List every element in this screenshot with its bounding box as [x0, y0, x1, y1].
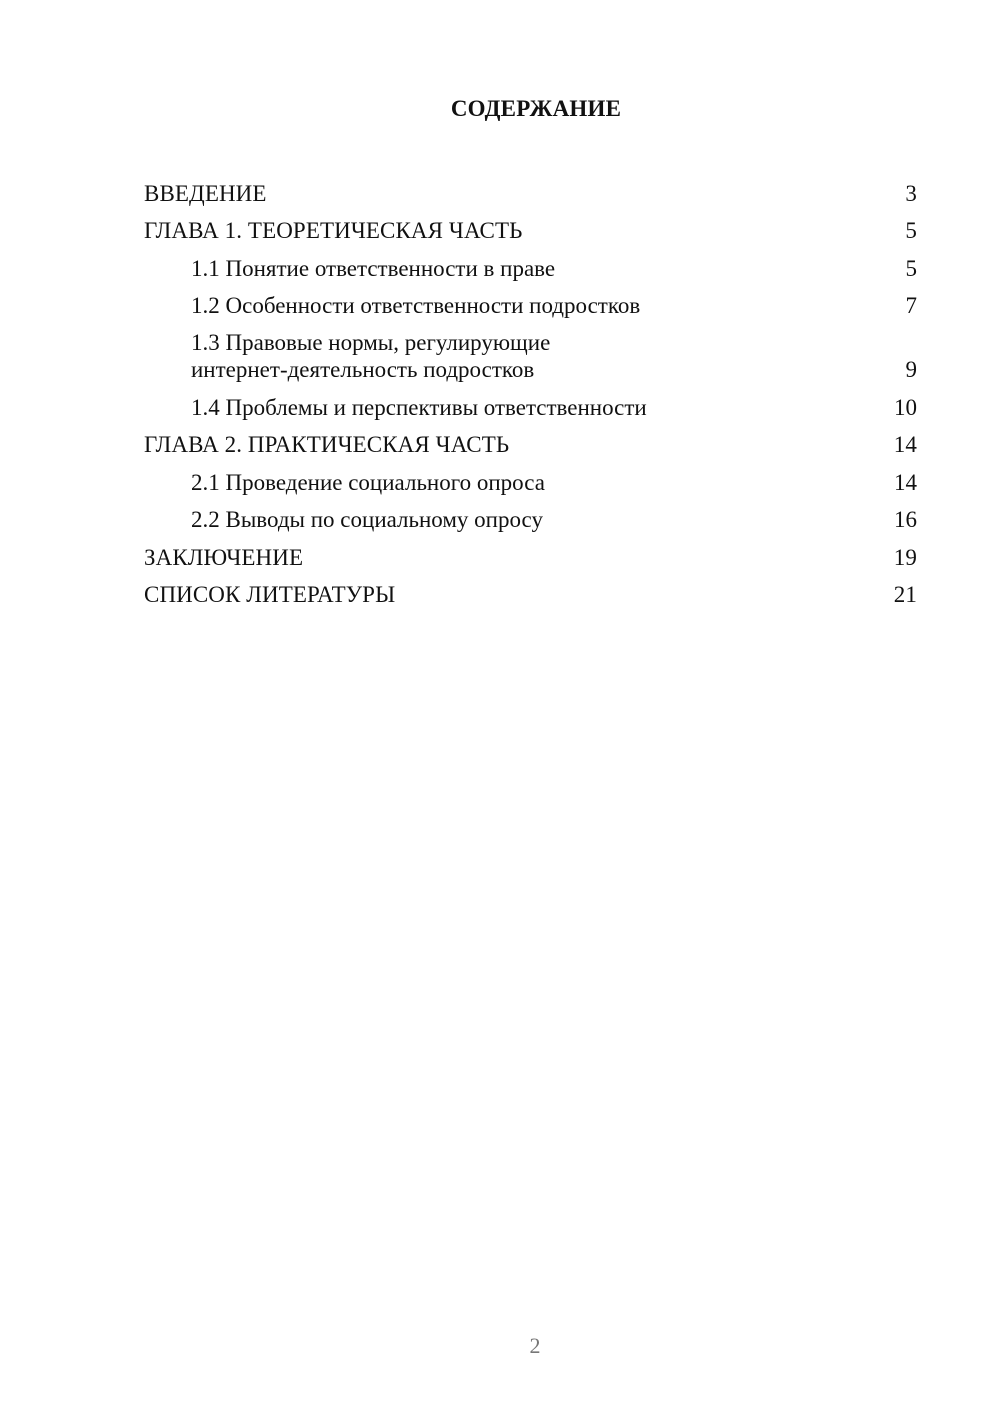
- toc-entry: [144, 207, 920, 245]
- toc-entry-label: ГЛАВА 2. ПРАКТИЧЕСКАЯ ЧАСТЬ: [144, 432, 510, 457]
- toc-entry-label: 2.1 Проведение социального опроса: [191, 469, 545, 495]
- toc-entry-page: 10: [894, 394, 917, 420]
- toc-entry: [144, 421, 920, 459]
- toc-entry-label: 1.1 Понятие ответственности в праве: [191, 255, 556, 281]
- toc-entry: [144, 282, 920, 320]
- table-of-contents: [144, 169, 920, 608]
- page-number: 2: [529, 1333, 541, 1358]
- toc-entry-label: ВВЕДЕНИЕ: [144, 180, 267, 206]
- toc-entry-page: 9: [905, 357, 917, 382]
- toc-entry: [144, 244, 920, 282]
- toc-entry: [144, 169, 920, 207]
- toc-entry-page: 5: [905, 218, 917, 243]
- toc-entry-label: СПИСОК ЛИТЕРАТУРЫ: [144, 582, 396, 607]
- toc-entry: [144, 496, 920, 534]
- toc-entry: [144, 533, 920, 571]
- toc-entry-page: 16: [894, 507, 917, 532]
- toc-entry: [144, 458, 920, 496]
- toc-entry-label: ЗАКЛЮЧЕНИЕ: [144, 544, 304, 570]
- toc-entry-label: 1.2 Особенности ответственности подростков: [191, 293, 641, 318]
- toc-entry-page: 21: [893, 582, 917, 607]
- toc-entry-page: 5: [905, 255, 917, 281]
- toc-entry: [144, 383, 920, 421]
- toc-entry-page: 19: [893, 544, 917, 570]
- toc-entry-page: 14: [894, 469, 917, 495]
- toc-entry: [144, 571, 920, 609]
- toc-entry-label: 1.3 Правовые нормы, регулирующие интернет-деятельность подростков: [191, 330, 551, 382]
- toc-title: СОДЕРЖАНИЕ: [450, 96, 622, 121]
- toc-entry-page: 3: [905, 180, 917, 206]
- toc-entry-page: 7: [905, 293, 917, 318]
- toc-entry-page: 14: [893, 432, 917, 457]
- toc-entry-label: ГЛАВА 1. ТЕОРЕТИЧЕСКАЯ ЧАСТЬ: [144, 218, 523, 243]
- toc-entry-label: 2.2 Выводы по социальному опросу: [191, 507, 543, 532]
- toc-entry: [144, 319, 920, 383]
- toc-entry-label: 1.4 Проблемы и перспективы ответственности: [191, 394, 647, 420]
